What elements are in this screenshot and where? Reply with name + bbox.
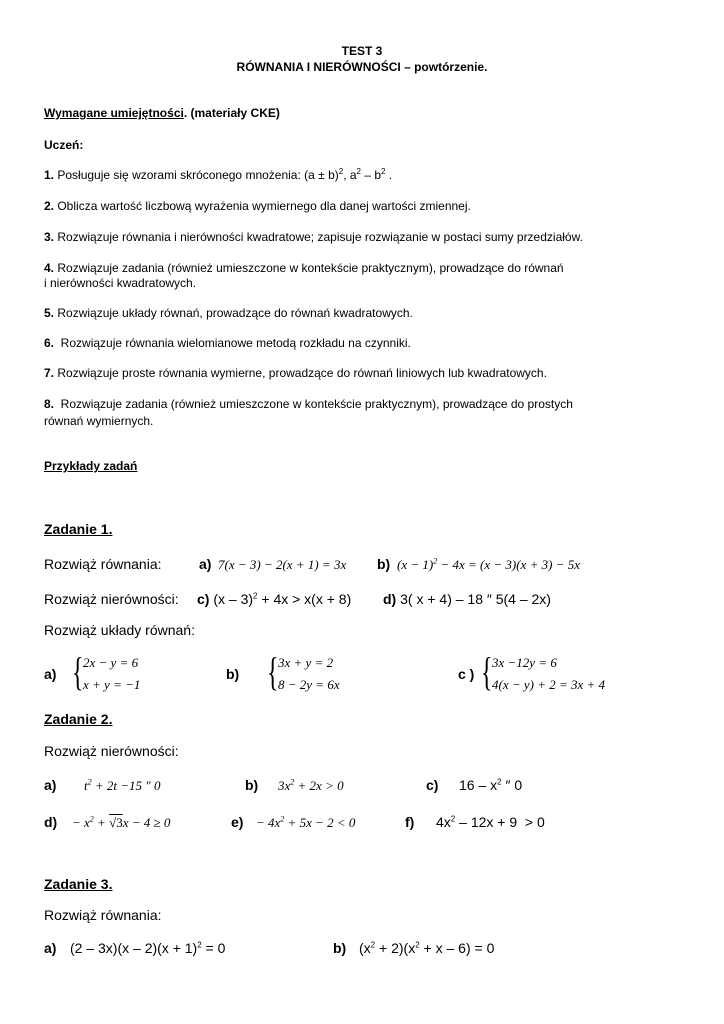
student-label: Uczeń: <box>44 138 84 152</box>
task3-b-expression: $(x^2 + 2)(x^2 + x - 6) = 0$ <box>359 940 495 956</box>
skill-item-8: 8. Rozwiązuje zadania (również umieszczone w kontekście praktycznym), prowadzące do prostych <box>44 397 573 411</box>
task1-system-a-label: a) <box>44 666 57 682</box>
task1-system-c-label: c ) <box>458 666 475 682</box>
task1-system-b-eq1: 3x + y = 2 <box>278 655 334 670</box>
task3-title: Zadanie 3. <box>44 876 113 892</box>
task2-title: Zadanie 2. <box>44 711 113 727</box>
task2-b-label: b) <box>245 777 259 793</box>
skill-item-4-continued: i nierówności kwadratowych. <box>44 276 197 290</box>
task1-system-b-eq2: 8 − 2y = 6x <box>278 677 340 692</box>
task2-solve-inequalities: Rozwiąż nierówności: <box>44 743 179 759</box>
skill-item-3: 3. Rozwiązuje równania i nierówności kwadratowe; zapisuje rozwiązanie w postaci sumy przedziałów. <box>44 230 583 244</box>
task1-title: Zadanie 1. <box>44 521 113 537</box>
skills-heading: Wymagane umiejętności. (materiały CKE) <box>44 106 280 120</box>
task2-c-expression: $16 - x^2$ ″ 0 <box>459 777 523 793</box>
task2-e-label: e) <box>231 814 244 830</box>
task3-a-expression: $(2 - 3x)(x - 2)(x + 1)^2 = 0$ <box>70 940 226 956</box>
task1-a-label: a) <box>199 556 212 572</box>
task2-d-expression: − $x^2 + √3x - 4 \ge 0$ <box>72 814 171 830</box>
task1-solve-systems: Rozwiąż układy równań: <box>44 622 195 638</box>
skill-item-2: 2. Oblicza wartość liczbową wyrażenia wymiernego dla danej wartości zmiennej. <box>44 199 471 213</box>
task3-a-label: a) <box>44 940 57 956</box>
task1-b-expression: $(x - 1)^2 - 4x = (x - 3)(x + 3) - 5x$ <box>397 556 580 572</box>
system-c-brace-icon: { <box>481 649 493 694</box>
task1-system-b-label: b) <box>226 666 240 682</box>
task3-solve-equations: Rozwiąż równania: <box>44 907 162 923</box>
task2-f-expression: $4x^2 - 12x + 9 > 0$ <box>436 814 545 830</box>
test-title: TEST 3 <box>341 44 383 58</box>
task1-system-c-eq2: 4(x − y) + 2 = 3x + 4 <box>492 677 606 692</box>
skill-item-4: 4. Rozwiązuje zadania (również umieszczone w kontekście praktycznym), prowadzące do równań <box>44 261 564 275</box>
task3-b-label: b) <box>333 940 347 956</box>
task2-c-label: c) <box>426 777 439 793</box>
examples-heading: Przykłady zadań <box>44 459 138 473</box>
test-subtitle: RÓWNANIA I NIERÓWNOŚCI – powtórzenie. <box>236 60 488 74</box>
skill-item-6: 6. Rozwiązuje równania wielomianowe metodą rozkładu na czynniki. <box>44 336 411 350</box>
skill-item-8-continued: równań wymiernych. <box>44 414 154 428</box>
task2-f-label: f) <box>405 814 415 830</box>
task1-system-a-eq1: 2x − y = 6 <box>83 655 139 670</box>
skill-item-1: 1. Posługuje się wzorami skróconego mnożenia: $(a \pm b)^2$, $a^2 - b^2$ . <box>44 167 393 182</box>
task2-e-expression: − $4x^2 + 5x - 2 < 0$ <box>256 814 356 830</box>
task1-solve-inequalities: Rozwiąż nierówności: <box>44 591 179 607</box>
task1-system-a-eq2: x + y = −1 <box>83 677 141 692</box>
task1-c: c) (x – 3)$^2$ + 4x > x(x + 8) <box>197 591 352 607</box>
task1-b-label: b) <box>377 556 391 572</box>
task2-a-label: a) <box>44 777 57 793</box>
task2-a-expression: $t^2 + 2t -15$ ″ 0 <box>84 777 161 793</box>
task1-solve-equations: Rozwiąż równania: <box>44 556 162 572</box>
task1-system-c-eq1: 3x −12y = 6 <box>492 655 557 670</box>
system-a-brace-icon: { <box>72 649 84 694</box>
task2-d-label: d) <box>44 814 58 830</box>
task1-a-expression: 7(x − 3) − 2(x + 1) = 3x <box>218 557 347 572</box>
skill-item-7: 7. Rozwiązuje proste równania wymierne, prowadzące do równań liniowych lub kwadratowych. <box>44 366 547 380</box>
skill-item-5: 5. Rozwiązuje układy równań, prowadzące do równań kwadratowych. <box>44 306 413 320</box>
task2-b-expression: $3x^2 + 2x > 0$ <box>278 777 344 793</box>
system-b-brace-icon: { <box>267 649 279 694</box>
task1-d: d) 3( x + 4) – 18 ″ 5(4 – 2x) <box>383 591 551 607</box>
